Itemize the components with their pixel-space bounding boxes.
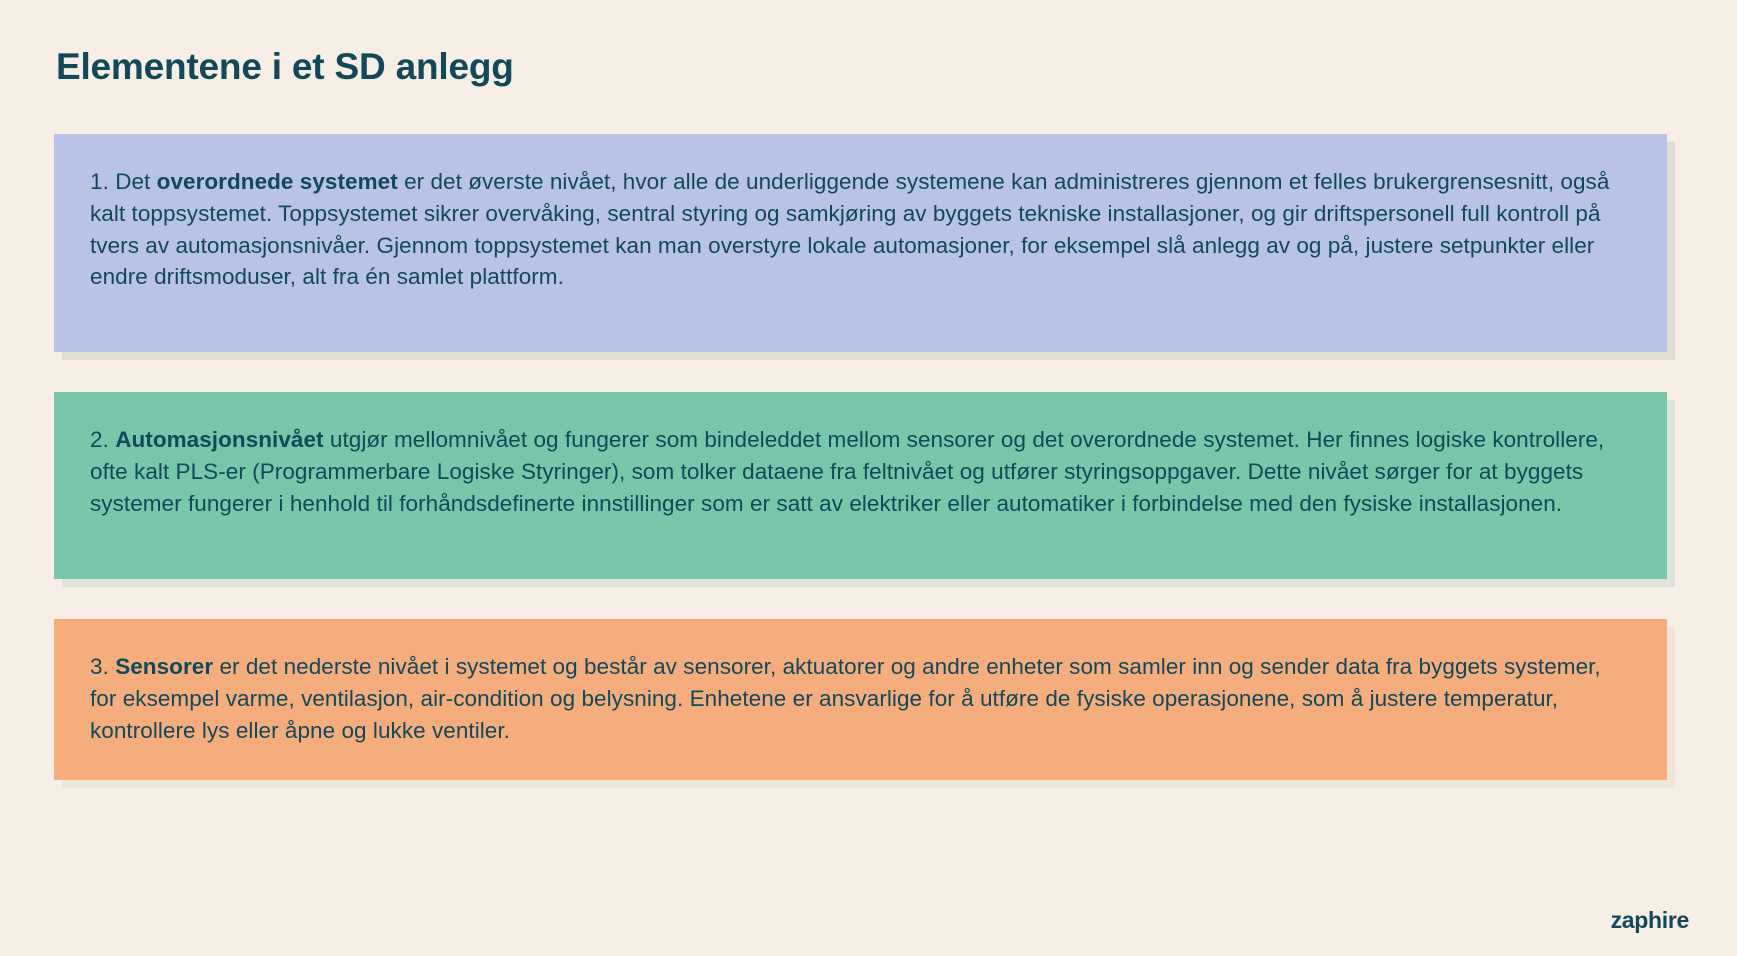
page-title: Elementene i et SD anlegg: [56, 46, 514, 87]
card-lead-prefix: Det: [115, 169, 157, 194]
card-lead-bold: overordnede systemet: [156, 169, 398, 194]
card-paragraph: [90, 166, 1631, 293]
card-lead-bold: Automasjonsnivået: [115, 427, 324, 452]
card-list: [54, 134, 1667, 780]
card-number: 2.: [90, 427, 109, 452]
card-paragraph: [90, 424, 1631, 519]
card-body: er det øverste nivået, hvor alle de underliggende systemene kan administreres gjennom et felles brukergrensesnitt, også kalt toppsystemet. Toppsystemet sikrer overvåking, sentral styring og samkjøring av byggets tekniske installasjoner, og gir driftspersonell full kontroll på tvers av automasjonsnivåer. Gjennom toppsystemet kan man overstyre lokale automasjoner, for eksempel slå anlegg av og på, justere setpunkter eller endre driftsmoduser, alt fra én samlet plattform.: [90, 169, 1610, 290]
card-number: 3.: [90, 654, 109, 679]
brand-logo: zaphire: [1610, 907, 1689, 933]
card-body: utgjør mellomnivået og fungerer som bindeleddet mellom sensorer og det overordnede systemet. Her finnes logiske kontrollere, ofte kalt PLS-er (Programmerbare Logiske Styringer), som tolker dataene fra feltnivået og utfører styringsoppgaver. Dette nivået sørger for at byggets systemer fungerer i henhold til forhåndsdefinerte innstillinger som er satt av elektriker eller automatiker i forbindelse med den fysiske installasjonen.: [90, 427, 1605, 516]
card-body: er det nederste nivået i systemet og består av sensorer, aktuatorer og andre enheter som samler inn og sender data fra byggets systemer, for eksempel varme, ventilasjon, air-condition og belysning. Enhetene er ansvarlige for å utføre de fysiske operasjonene, som å justere temperatur, kontrollere lys eller åpne og lukke ventiler.: [90, 654, 1601, 743]
card-paragraph: [90, 651, 1631, 746]
card-sensorer: [54, 619, 1667, 780]
card-automasjonsnivaet: [54, 392, 1667, 579]
card-number: 1.: [90, 169, 109, 194]
card-lead-bold: Sensorer: [115, 654, 214, 679]
card-overordnede-systemet: [54, 134, 1667, 352]
